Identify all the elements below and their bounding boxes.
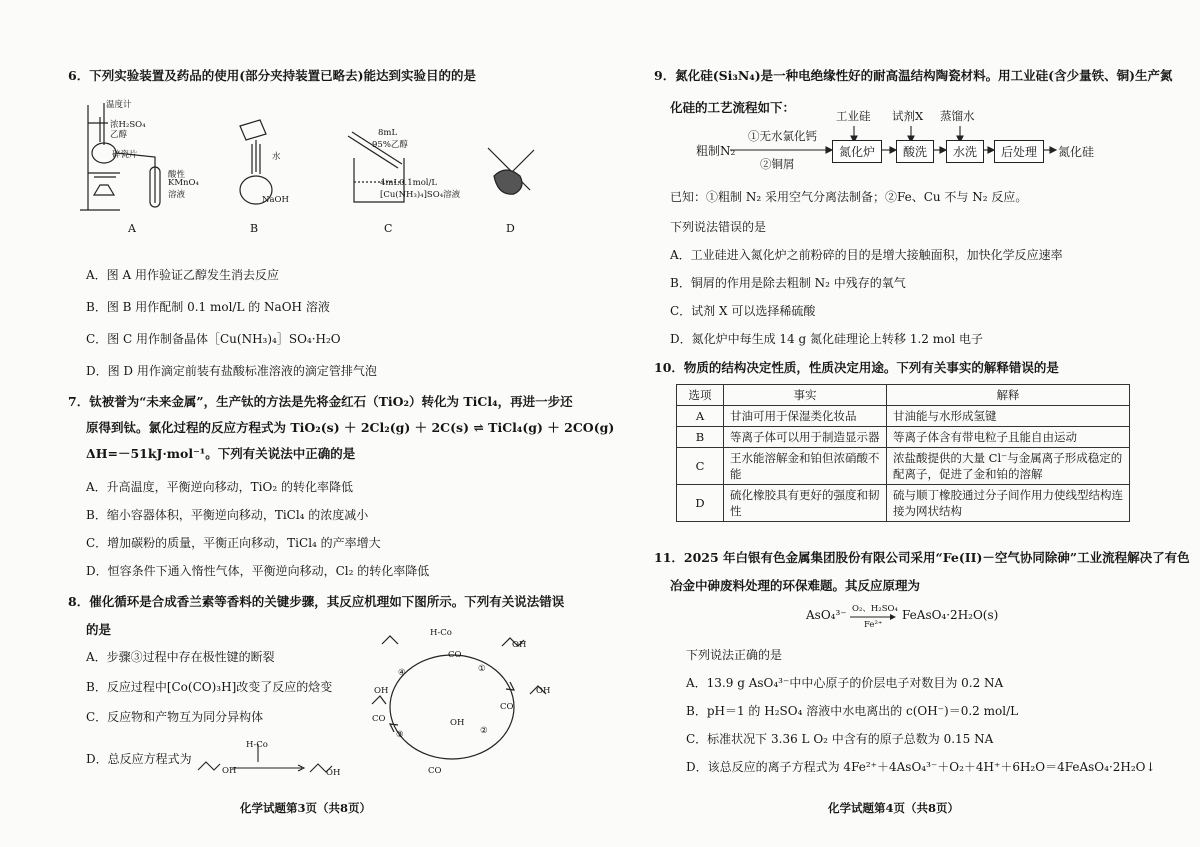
q6-option-c: C．图 C 用作制备晶体［Cu(NH₃)₄］SO₄·H₂O	[86, 332, 341, 346]
q9-option-a: A．工业硅进入氮化炉之前粉碎的目的是增大接触面积，加快化学反应速率	[670, 248, 1063, 262]
table-cell: 硫与顺丁橡胶通过分子间作用力使线型结构连接为网状结构	[887, 485, 1130, 522]
left-page-footer: 化学试题第3页（共8页）	[240, 801, 372, 815]
eq-product: FeAsO₄·2H₂O(s)	[902, 608, 999, 622]
table-row	[677, 406, 1130, 427]
table-cell: 王水能溶解金和铂但浓硝酸不能	[724, 448, 887, 485]
figc-label-complex: [Cu(NH₃)₄]SO₄溶液	[380, 190, 461, 200]
flow-below-arrow: ②铜屑	[760, 157, 795, 171]
table-row	[677, 448, 1130, 485]
q7-option-a: A．升高温度，平衡逆向移动，TiO₂ 的转化率降低	[86, 480, 353, 494]
figa-label-solution: 溶液	[168, 190, 186, 200]
figa-label-chips: 碎瓷片	[112, 150, 138, 160]
q9-ask: 下列说法错误的是	[670, 220, 767, 234]
figc-label-ethanol: 95%乙醇	[372, 140, 408, 150]
flow-input-2: 试剂X	[892, 109, 924, 123]
figa-label-acid: 浓H₂SO₄	[110, 120, 146, 130]
table-cell: 硫化橡胶具有更好的强度和韧性	[724, 485, 887, 522]
table-row	[677, 427, 1130, 448]
table-cell: 浓盐酸提供的大量 Cl⁻与金属离子形成稳定的配离子，促进了金和铂的溶解	[887, 448, 1130, 485]
cycle-cat-top: H-Co	[430, 628, 452, 638]
figb-label-water: 水	[272, 152, 281, 162]
flow-end: 氮化硅	[1058, 145, 1095, 159]
cycle-co-left: CO	[372, 714, 386, 724]
eq-reactant: AsO₄³⁻	[806, 608, 847, 622]
q11-option-b: B．pH＝1 的 H₂SO₄ 溶液中水电离出的 c(OH⁻)＝0.2 mol/L	[686, 704, 1019, 718]
q8-option-d: D．总反应方程式为	[86, 752, 192, 766]
flow-box-acid-wash: 酸洗	[896, 140, 934, 163]
q11-option-a: A．13.9 g AsO₄³⁻中中心原子的价层电子对数目为 0.2 NA	[686, 676, 1004, 690]
figc-caption: C	[384, 222, 393, 235]
table-cell: 甘油可用于保湿类化妆品	[724, 406, 887, 427]
cycle-co-right: CO	[500, 702, 514, 712]
q10-stem: 10．物质的结构决定性质，性质决定用途。下列有关事实的解释错误的是	[654, 360, 1059, 375]
figa-label-ethanol: 乙醇	[110, 130, 128, 140]
q8-option-b: B．反应过程中[Co(CO)₃H]改变了反应的焓变	[86, 680, 333, 694]
q6-stem: 6．下列实验装置及药品的使用(部分夹持装置已略去)能达到实验目的的是	[68, 68, 477, 83]
q10-table	[676, 384, 1130, 522]
table-cell: 等离子体可以用于制造显示器	[724, 427, 887, 448]
q7-option-b: B．缩小容器体积，平衡逆向移动，TiCl₄ 的浓度减小	[86, 508, 369, 522]
table-header-row	[677, 385, 1130, 406]
q8-option-c: C．反应物和产物互为同分异构体	[86, 710, 264, 724]
right-page-footer: 化学试题第4页（共8页）	[828, 801, 960, 815]
q11-ask: 下列说法正确的是	[686, 648, 783, 662]
eq-conditions-bottom: Fe²⁺	[864, 620, 883, 630]
q9-option-b: B．铜屑的作用是除去粗制 N₂ 中残存的氧气	[670, 276, 906, 290]
cycle-step-1: ①	[478, 664, 486, 674]
table-cell: A	[677, 406, 724, 427]
cycle-step-2: ②	[480, 726, 488, 736]
table-row	[677, 485, 1130, 522]
figb-caption: B	[250, 222, 259, 235]
cycle-oh-bottom: OH	[450, 718, 465, 728]
q7-option-c: C．增加碳粉的质量，平衡正向移动，TiCl₄ 的产率增大	[86, 536, 381, 550]
eq-conditions-top: O₂、H₂SO₄	[852, 604, 898, 614]
figa-caption: A	[128, 222, 136, 235]
total-reaction-drawing	[194, 738, 354, 788]
table-header-fact: 事实	[724, 385, 887, 406]
figc-label-volume: 8mL	[378, 128, 398, 138]
q11-option-c: C．标准状况下 3.36 L O₂ 中含有的原子总数为 0.15 NA	[686, 732, 994, 746]
q8-stem-line1: 8．催化循环是合成香兰素等香料的关键步骤，其反应机理如下图所示。下列有关说法错误	[68, 594, 565, 609]
flow-box-furnace: 氮化炉	[832, 140, 882, 163]
table-cell: D	[677, 485, 724, 522]
q7-stem-line3: ΔH=－51kJ·mol⁻¹。下列有关说法中正确的是	[86, 446, 356, 461]
q7-option-d: D．恒容条件下通入惰性气体，平衡逆向移动，Cl₂ 的转化率降低	[86, 564, 430, 578]
q9-stem-line1: 9．氮化硅(Si₃N₄)是一种电绝缘性好的耐高温结构陶瓷材料。用工业硅(含少量铁、铜)生产氮	[654, 68, 1173, 83]
q6-option-a: A．图 A 用作验证乙醇发生消去反应	[86, 268, 279, 282]
q11-option-d: D．该总反应的离子方程式为 4Fe²⁺＋4AsO₄³⁻＋O₂＋4H⁺＋6H₂O＝4FeAsO₄·2H₂O↓	[686, 760, 1156, 774]
total-oh-left: OH	[222, 766, 237, 776]
q11-stem-line1: 11．2025 年白银有色金属集团股份有限公司采用“Fe(II)－空气协同除砷”工业流程解决了有色	[654, 550, 1190, 565]
table-cell: 等离子体含有带电粒子且能自由运动	[887, 427, 1130, 448]
cycle-oh-top: OH	[512, 640, 527, 650]
q7-stem-line2: 原得到钛。氯化过程的反应方程式为 TiO₂(s) ＋ 2Cl₂(g) ＋ 2C(s) ⇌ TiCl₄(g) ＋ 2CO(g)	[86, 420, 615, 435]
q9-option-d: D．氮化炉中每生成 14 g 氮化硅理论上转移 1.2 mol 电子	[670, 332, 983, 346]
flow-above-arrow: ①无水氯化钙	[748, 129, 817, 143]
flow-input-1: 工业硅	[836, 109, 871, 123]
table-header-explanation: 解释	[887, 385, 1130, 406]
q6-option-d: D．图 D 用作滴定前装有盐酸标准溶液的滴定管排气泡	[86, 364, 377, 378]
apparatus-d-drawing	[486, 146, 546, 206]
table-cell: 甘油能与水形成氢键	[887, 406, 1130, 427]
q8-option-a: A．步骤③过程中存在极性键的断裂	[86, 650, 275, 664]
table-cell: C	[677, 448, 724, 485]
table-header-option: 选项	[677, 385, 724, 406]
total-oh-right: OH	[326, 768, 341, 778]
cycle-oh-left: OH	[374, 686, 389, 696]
figb-label-naoh: NaOH	[262, 195, 289, 205]
q8-stem-line2: 的是	[86, 622, 112, 637]
figa-label-thermometer: 温度计	[106, 100, 132, 110]
flow-box-post: 后处理	[994, 140, 1044, 163]
figa-label-kmno4: KMnO₄	[168, 178, 199, 188]
cycle-oh-right: OH	[536, 686, 551, 696]
q7-stem-line1: 7．钛被誉为“未来金属”，生产钛的方法是先将金红石（TiO₂）转化为 TiCl₄，再进一步还	[68, 394, 573, 409]
q11-stem-line2: 冶金中砷废料处理的环保难题。其反应原理为	[670, 578, 921, 593]
flow-input-3: 蒸馏水	[940, 109, 975, 123]
table-cell: B	[677, 427, 724, 448]
q9-stem-line2: 化硅的工艺流程如下：	[670, 100, 796, 115]
q9-known: 已知：①粗制 N₂ 采用空气分离法制备；②Fe、Cu 不与 N₂ 反应。	[670, 190, 1028, 204]
q9-option-c: C．试剂 X 可以选择稀硫酸	[670, 304, 816, 318]
figc-label-conc: 4mL0.1mol/L	[380, 178, 438, 188]
q6-option-b: B．图 B 用作配制 0.1 mol/L 的 NaOH 溶液	[86, 300, 330, 314]
cycle-co-bottom: CO	[428, 766, 442, 776]
cycle-step-3: ③	[396, 730, 404, 740]
cycle-co-top: CO	[448, 650, 462, 660]
total-catalyst: H-Co	[246, 740, 268, 750]
flow-start: 粗制N₂	[696, 144, 736, 158]
cycle-step-4: ④	[398, 668, 406, 678]
flow-box-water-wash: 水洗	[946, 140, 984, 163]
figa-label-acidic: 酸性	[168, 170, 186, 180]
figd-caption: D	[506, 222, 515, 235]
